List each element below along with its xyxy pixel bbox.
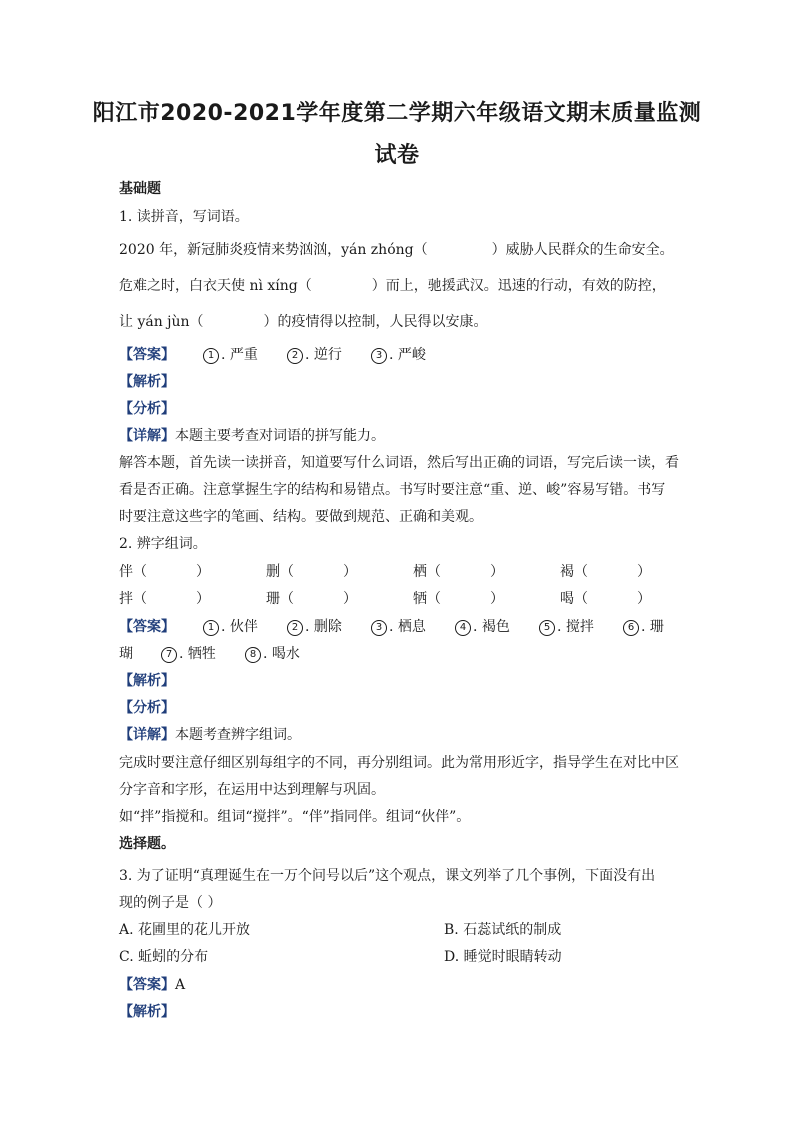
circled-number-icon: 2 — [287, 620, 303, 636]
q2-answer-2: 2 . 删除 — [287, 617, 342, 637]
q2-answer-6-text: 珊 — [649, 619, 664, 635]
q1-fenxi-tag: 【分析】 — [119, 401, 175, 417]
q1-detail-text: 本题主要考查对词语的拼写能力。 — [175, 428, 385, 444]
q1-line1 — [119, 240, 674, 260]
q2-answer-5-text: 搅拌 — [565, 619, 594, 635]
q1-answer-2: 2 . 逆行 — [287, 345, 342, 365]
q2-answer-cont: 瑚 — [119, 646, 133, 662]
q3-answer — [119, 975, 185, 995]
circled-number-icon: 4 — [455, 620, 471, 636]
q2-answer-3-text: 栖息 — [397, 619, 426, 635]
q2-stem: 2. 辨字组词。 — [119, 536, 207, 552]
q2-answer-2-text: 删除 — [313, 619, 342, 635]
q2-answer-7: 7 . 牺牲 — [161, 644, 216, 664]
q2-para-1: 完成时要注意仔细区别每组字的不同，再分别组词。此为常用形近字，指导学生在对比中区 — [119, 755, 679, 771]
q1-answer-1-text: 严重 — [229, 347, 258, 363]
q1-answer-1: 1 . 严重 — [203, 345, 258, 365]
q1-stem: 1. 读拼音，写词语。 — [119, 209, 249, 225]
q1-para-3: 时要注意这些字的笔画、结构。要做到规范、正确和美观。 — [119, 509, 483, 525]
q2-r2-c1: 拌（ — [119, 591, 147, 607]
q2-answer-1-text: 伙伴 — [229, 619, 258, 635]
q1-line3 — [119, 312, 488, 332]
q1-para-2: 看是否正确。注意掌握生字的结构和易错点。书写时要注意“重、逆、峻”容易写错。书写 — [119, 482, 666, 498]
q1-answer-3-text: 严峻 — [397, 347, 426, 363]
q1-line2 — [119, 276, 666, 296]
q1-line3-a: 让 yán jùn（ — [119, 314, 204, 330]
q1-line1-a: 2020 年，新冠肺炎疫情来势汹汹，yán zhóng（ — [119, 242, 428, 258]
q2-answer-3: 3 . 栖息 — [371, 617, 426, 637]
q2-para-3: 如“拌”指搅和。组词“搅拌”。“伴”指同伴。组词“伙伴”。 — [119, 809, 471, 825]
q2-answer-4: 4 . 褐色 — [455, 617, 510, 637]
circled-number-icon: 1 — [203, 620, 219, 636]
circled-number-icon: 6 — [623, 620, 639, 636]
q2-r1-c3: 栖（ — [413, 564, 441, 580]
q3-option-a: A. 花圃里的花儿开放 — [119, 922, 251, 938]
q2-detail-tag: 【详解】 — [119, 727, 175, 743]
q2-r2-c1-close: ） — [196, 591, 210, 607]
circled-number-icon: 2 — [287, 348, 303, 364]
q1-line2-b: ）而上，驰援武汉。迅速的行动，有效的防控， — [371, 278, 666, 294]
q2-analysis-tag: 【解析】 — [119, 673, 175, 689]
q1-line1-b: ）威胁人民群众的生命安全。 — [491, 242, 674, 258]
q2-r1-c4: 褐（ — [560, 564, 588, 580]
doc-title-line2: 试卷 — [374, 143, 420, 168]
circled-number-icon: 8 — [245, 647, 261, 663]
q3-option-b: B. 石蕊试纸的制成 — [444, 922, 562, 938]
q2-r2-c4-close: ） — [637, 591, 651, 607]
q3-answer-text: A — [175, 977, 186, 993]
q2-r2-c4: 喝（ — [560, 591, 588, 607]
q2-answer-8-text: 喝水 — [271, 646, 300, 662]
q2-r2-c3-close: ） — [490, 591, 504, 607]
section-heading-choice: 选择题。 — [119, 836, 175, 852]
q1-analysis-tag: 【解析】 — [119, 374, 175, 390]
q2-r1-c4-close: ） — [637, 564, 651, 580]
q2-r1-c2: 删（ — [266, 564, 294, 580]
q2-answer-8: 8 . 喝水 — [245, 644, 300, 664]
q1-detail — [119, 426, 385, 446]
q3-stem-1: 3. 为了证明“真理诞生在一万个问号以后”这个观点，课文列举了几个事例，下面没有出 — [119, 868, 656, 884]
q3-answer-tag: 【答案】 — [119, 977, 175, 993]
q3-stem-2: 现的例子是（ ） — [119, 895, 222, 911]
q1-line3-b: ）的疫情得以控制，人民得以安康。 — [263, 314, 488, 330]
circled-number-icon: 3 — [371, 348, 387, 364]
q2-r1-c1: 伴（ — [119, 564, 147, 580]
q2-r1-c1-close: ） — [196, 564, 210, 580]
q3-option-d: D. 睡觉时眼睛转动 — [444, 949, 562, 965]
doc-title-line1: 阳江市2020-2021学年度第二学期六年级语文期末质量监测 — [92, 101, 702, 126]
q2-answer-tag: 【答案】 — [119, 619, 175, 635]
q2-para-2: 分字音和字形，在运用中达到理解与巩固。 — [119, 782, 385, 798]
q1-line2-a: 危难之时，白衣天使 nì xíng（ — [119, 278, 312, 294]
q2-r2-c2-close: ） — [343, 591, 357, 607]
q2-fenxi-tag: 【分析】 — [119, 700, 175, 716]
q2-r2-c3: 牺（ — [413, 591, 441, 607]
q2-answer-1: 1 . 伙伴 — [203, 617, 258, 637]
circled-number-icon: 1 — [203, 348, 219, 364]
q1-para-1: 解答本题，首先读一读拼音，知道要写什么词语，然后写出正确的词语，写完后读一读，看 — [119, 455, 679, 471]
q2-r1-c3-close: ） — [490, 564, 504, 580]
q2-r1-c2-close: ） — [343, 564, 357, 580]
q2-answer-5: 5 . 搅拌 — [539, 617, 594, 637]
circled-number-icon: 7 — [161, 647, 177, 663]
q1-answer-tag: 【答案】 — [119, 347, 175, 363]
circled-number-icon: 5 — [539, 620, 555, 636]
q1-answer-3: 3 . 严峻 — [371, 345, 426, 365]
q1-detail-tag: 【详解】 — [119, 428, 175, 444]
q3-option-c: C. 蚯蚓的分布 — [119, 949, 209, 965]
q2-answer-6: 6 . 珊 — [623, 617, 664, 637]
section-heading-basic: 基础题 — [119, 181, 161, 197]
q2-answer-4-text: 褐色 — [481, 619, 510, 635]
q1-answer-2-text: 逆行 — [313, 347, 342, 363]
q2-detail-text: 本题考查辨字组词。 — [175, 727, 301, 743]
q3-analysis-tag: 【解析】 — [119, 1004, 175, 1020]
circled-number-icon: 3 — [371, 620, 387, 636]
q2-detail — [119, 725, 301, 745]
q2-answer-7-text: 牺牲 — [187, 646, 216, 662]
q2-r2-c2: 珊（ — [266, 591, 294, 607]
